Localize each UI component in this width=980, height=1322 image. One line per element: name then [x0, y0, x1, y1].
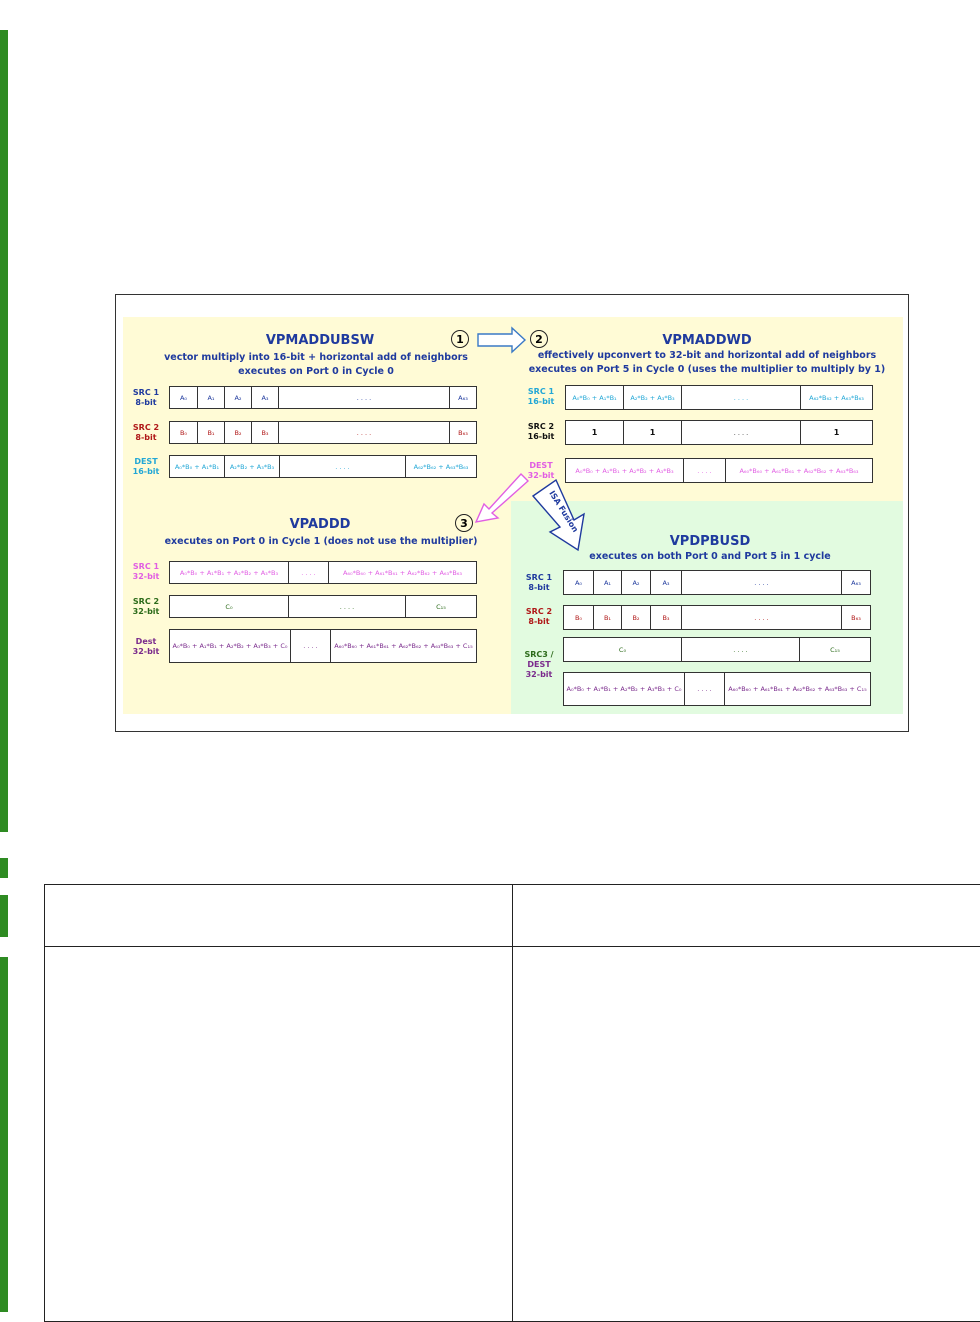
- vpaddd-src1-row: [169, 561, 477, 584]
- vpmaddwd-src2-row: [565, 420, 873, 445]
- cell: B₆₃: [851, 613, 861, 622]
- vpaddd-dest-row: [169, 629, 477, 663]
- cell: A₆₀*B₆₀ + A₆₁*B₆₁ + A₆₂*B₆₂ + A₆₃*B₆₃: [739, 466, 859, 475]
- cell: . . . .: [682, 638, 800, 661]
- vpdpbusd-src3-dest-label: SRC3 / DEST 32-bit: [524, 650, 554, 679]
- cell: C₀: [170, 596, 289, 617]
- cell: B₀: [564, 606, 594, 629]
- cell: . . . .: [682, 421, 801, 444]
- cell: A₀*B₀ + A₁*B₁ + A₂*B₂ + A₃*B₃ + C₀: [170, 630, 291, 662]
- cell: . . . .: [291, 630, 331, 662]
- vpmaddwd-dest-row: [565, 458, 873, 483]
- vpdpbusd-src2-row: [563, 605, 871, 630]
- isa-fusion-label: ISA Fusion: [547, 489, 580, 534]
- vpmaddwd-src2-label: SRC 2 16-bit: [527, 422, 555, 441]
- sidebar-bar-2: [0, 858, 8, 878]
- cell: A₀: [564, 571, 594, 594]
- vpmaddubsw-title: VPMADDUBSW: [265, 333, 375, 348]
- table-body-cell-right: [513, 947, 980, 1322]
- arrow-step1-to-step2: [478, 328, 525, 352]
- vpdpbusd-src2-label: SRC 2 8-bit: [525, 607, 553, 626]
- step-2-marker: 2: [530, 330, 548, 348]
- vpaddd-src2-row: [169, 595, 477, 618]
- vpmaddwd-src1-row: [565, 385, 873, 410]
- cell: B₁: [198, 422, 225, 443]
- cell: A₂: [622, 571, 651, 594]
- table-header-cell-left: [45, 885, 513, 947]
- cell: A₂*B₂ + A₃*B₃: [225, 456, 280, 477]
- table-body-cell-left: [45, 947, 513, 1322]
- vpaddd-title: VPADDD: [289, 517, 351, 532]
- cell: A₀*B₀ + A₁*B₁ + A₂*B₂ + A₃*B₃: [566, 459, 684, 482]
- cell: C₁₅: [436, 602, 446, 611]
- cell: A₆₂*B₆₂ + A₆₃*B₆₃: [413, 462, 469, 471]
- vpmaddwd-desc-2: executes on Port 5 in Cycle 0 (uses the multiplier to multiply by 1): [528, 364, 886, 375]
- cell: A₆₀*B₆₀ + A₆₁*B₆₁ + A₆₂*B₆₂ + A₆₃*B₆₃ + C₁₅: [334, 642, 473, 650]
- empty-table: [44, 884, 980, 1322]
- cell: A₃: [651, 571, 682, 594]
- vpmaddubsw-src1-label: SRC 1 8-bit: [132, 388, 160, 407]
- cell: C₀: [564, 638, 682, 661]
- cell: . . . .: [684, 459, 726, 482]
- cell: B₃: [651, 606, 682, 629]
- isa-fusion-arrow: [533, 480, 584, 550]
- cell: A₀*B₀ + A₁*B₁ + A₂*B₂ + A₃*B₃ + C₀: [564, 673, 685, 705]
- cell: B₆₃: [458, 428, 468, 437]
- arrow-step2-to-step3: [476, 474, 528, 522]
- cell: . . . .: [682, 386, 801, 409]
- cell: A₀: [170, 387, 198, 408]
- vpdpbusd-desc-1: executes on both Port 0 and Port 5 in 1 cycle: [589, 551, 831, 562]
- cell: 1: [624, 421, 682, 444]
- cell: A₃: [252, 387, 279, 408]
- cell: B₂: [622, 606, 651, 629]
- cell: 1: [566, 421, 624, 444]
- vpdpbusd-title: VPDPBUSD: [669, 534, 751, 549]
- cell: 1: [833, 427, 840, 437]
- cell: . . . .: [289, 596, 406, 617]
- cell: A₀*B₀ + A₁*B₁: [566, 386, 624, 409]
- vpaddd-dest-label: Dest 32-bit: [132, 637, 160, 656]
- cell: A₁: [198, 387, 225, 408]
- cell: . . . .: [279, 422, 450, 443]
- cell: . . . .: [279, 387, 450, 408]
- cell: A₆₀*B₆₀ + A₆₁*B₆₁ + A₆₂*B₆₂ + A₆₃*B₆₃ + C₁₅: [728, 685, 867, 693]
- cell: A₀*B₀ + A₁*B₁ + A₂*B₂ + A₃*B₃: [170, 562, 289, 583]
- step-3-marker: 3: [455, 514, 473, 532]
- cell: A₂*B₂ + A₃*B₃: [624, 386, 682, 409]
- cell: B₂: [225, 422, 252, 443]
- cell: A₁: [594, 571, 622, 594]
- vpmaddwd-title: VPMADDWD: [662, 333, 752, 348]
- cell: B₃: [252, 422, 279, 443]
- vpdpbusd-src1-label: SRC 1 8-bit: [525, 573, 553, 592]
- vpmaddubsw-desc-1: vector multiply into 16-bit + horizontal add of neighbors: [164, 352, 468, 363]
- vpmaddubsw-desc-2: executes on Port 0 in Cycle 0: [238, 366, 394, 377]
- step-1-marker: 1: [451, 330, 469, 348]
- sidebar-bar-3: [0, 895, 8, 937]
- cell: . . . .: [685, 673, 725, 705]
- vpmaddubsw-src1-row: [169, 386, 477, 409]
- cell: A₆₀*B₆₀ + A₆₁*B₆₁ + A₆₂*B₆₂ + A₆₃*B₆₃: [342, 568, 463, 577]
- cell: A₆₂*B₆₂ + A₆₃*B₆₃: [809, 393, 864, 402]
- cell: A₆₃: [458, 393, 468, 402]
- cell: . . . .: [280, 456, 406, 477]
- cell: . . . .: [682, 571, 842, 594]
- vpdpbusd-src1-row: [563, 570, 871, 595]
- vpmaddubsw-dest-row: [169, 455, 477, 478]
- vpdpbusd-dest-row: [563, 672, 871, 706]
- cell: A₂: [225, 387, 252, 408]
- cell: . . . .: [682, 606, 842, 629]
- vpmaddwd-dest-label: DEST 32-bit: [527, 461, 555, 480]
- vpaddd-src2-label: SRC 2 32-bit: [132, 597, 160, 616]
- cell: B₀: [170, 422, 198, 443]
- table-header-cell-right: [513, 885, 980, 947]
- cell: B₁: [594, 606, 622, 629]
- vpmaddubsw-dest-label: DEST 16-bit: [132, 457, 160, 476]
- vpmaddubsw-src2-label: SRC 2 8-bit: [132, 423, 160, 442]
- sidebar-bar-4: [0, 957, 8, 1312]
- vpaddd-desc-1: executes on Port 0 in Cycle 1 (does not use the multiplier): [164, 536, 478, 547]
- cell: A₆₃: [851, 578, 861, 587]
- vpmaddwd-src1-label: SRC 1 16-bit: [527, 387, 555, 406]
- cell: C₁₅: [830, 645, 840, 654]
- vpaddd-src1-label: SRC 1 32-bit: [132, 562, 160, 581]
- cell: A₀*B₀ + A₁*B₁: [170, 456, 225, 477]
- vpmaddwd-desc-1: effectively upconvert to 32-bit and horizontal add of neighbors: [537, 350, 877, 361]
- cell: . . . .: [289, 562, 329, 583]
- vpmaddubsw-src2-row: [169, 421, 477, 444]
- vpdpbusd-src3-row: [563, 637, 871, 662]
